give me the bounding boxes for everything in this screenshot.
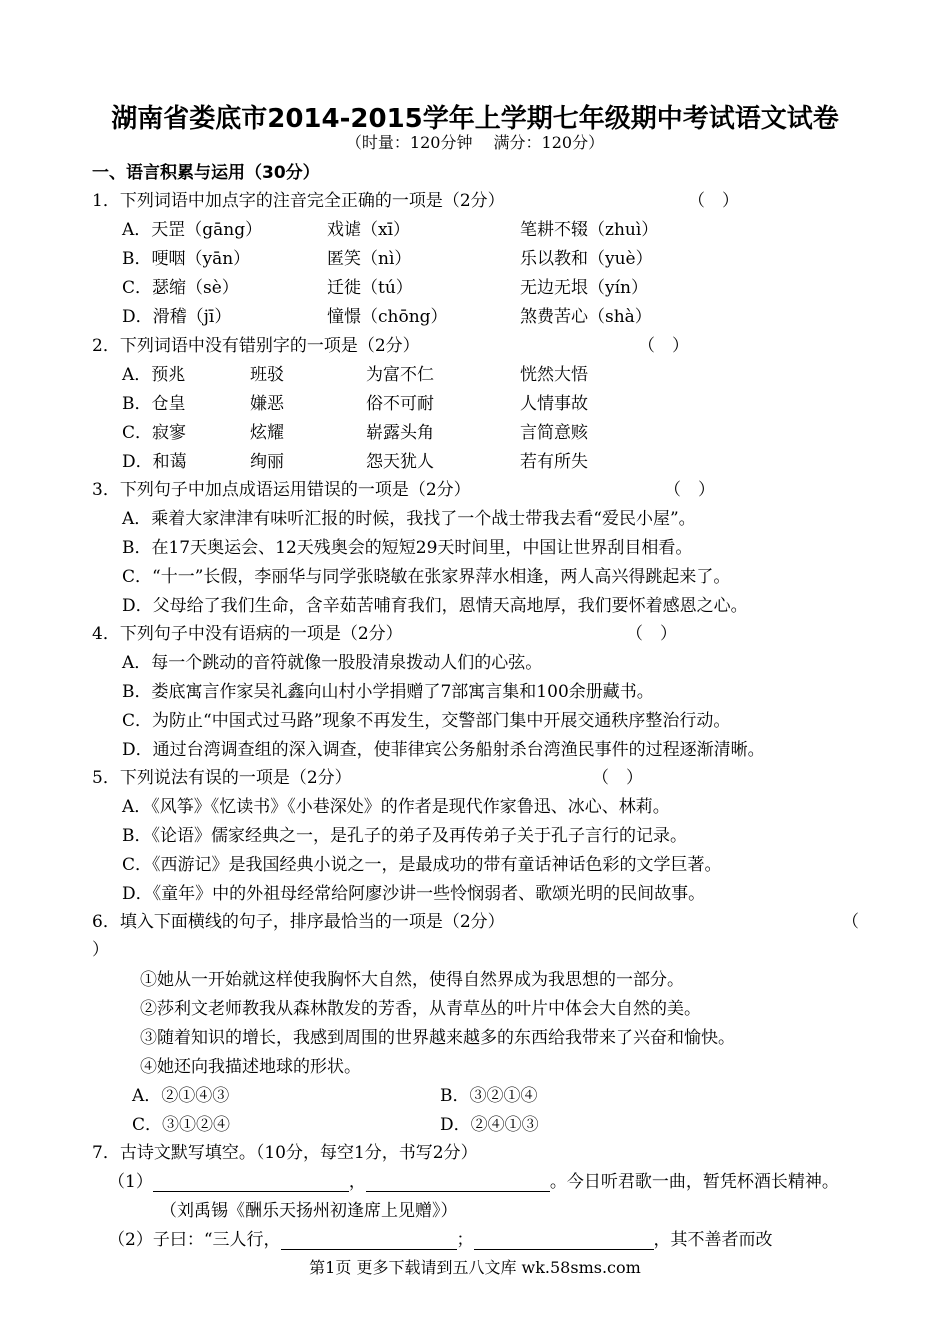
- q1-option-b-2: 匿笑（nì）: [327, 249, 412, 269]
- q5-option-c: C．《西游记》是我国经典小说之一，是最成功的带有童话神话色彩的文学巨著。: [122, 855, 722, 875]
- q2-option-b-2: 嫌恶: [250, 394, 284, 414]
- answer-blank: （ ）: [688, 191, 739, 211]
- question-3-stem: 3．下列句子中加点成语运用错误的一项是（2分）: [92, 480, 471, 500]
- q2-option-d-2: 绚丽: [250, 452, 284, 472]
- q2-option-b-4: 人情事故: [520, 394, 588, 414]
- answer-blank-open: （: [842, 912, 859, 932]
- q2-option-b-3: 俗不可耐: [366, 394, 434, 414]
- q1-option-d-1: D．滑稽（jī）: [122, 307, 232, 327]
- q6-sentence-1: ①她从一开始就这样使我胸怀大自然，使得自然界成为我思想的一部分。: [140, 970, 684, 990]
- q5-option-a: A．《风筝》《忆读书》《小巷深处》的作者是现代作家鲁迅、冰心、林莉。: [122, 797, 670, 817]
- page-title: 湖南省娄底市2014-2015学年上学期七年级期中考试语文试卷: [111, 104, 839, 134]
- fill-blank[interactable]: [153, 1175, 349, 1192]
- q6-option-c: C．③①②④: [132, 1115, 231, 1135]
- q3-option-c: C．“十一”长假，李丽华与同学张晓敏在张家界萍水相逢，两人高兴得跳起来了。: [122, 567, 731, 587]
- q1-option-c-2: 迁徙（tú）: [327, 278, 413, 298]
- q1-option-a-1: A．天罡（gāng）: [122, 220, 263, 240]
- q2-option-c-2: 炫耀: [250, 423, 284, 443]
- q7-item-1-comma: ，: [348, 1172, 366, 1192]
- q7-item-2-rest: ，其不善者而改: [653, 1230, 773, 1250]
- q1-option-b-3: 乐以教和（yuè）: [520, 249, 653, 269]
- q2-option-c-1: C．寂寥: [122, 423, 187, 443]
- q4-option-d: D．通过台湾调查组的深入调查，使菲律宾公务船射杀台湾渔民事件的过程逐渐清晰。: [122, 740, 765, 760]
- q1-option-d-3: 煞费苦心（shà）: [520, 307, 652, 327]
- q6-option-a: A．②①④③: [132, 1086, 230, 1106]
- q1-option-d-2: 憧憬（chōng）: [327, 307, 448, 327]
- page-footer: 第1页 更多下载请到五八文库 wk.58sms.com: [309, 1258, 641, 1277]
- q2-option-a-3: 为富不仁: [366, 365, 434, 385]
- q7-item-2-prefix: （2）子曰：“三人行，: [108, 1230, 281, 1250]
- q3-option-b: B．在17天奥运会、12天残奥会的短短29天时间里，中国让世界刮目相看。: [122, 538, 693, 558]
- q2-option-d-4: 若有所失: [520, 452, 588, 472]
- q2-option-a-4: 恍然大悟: [520, 365, 588, 385]
- q7-item-1: [108, 1167, 839, 1192]
- answer-blank: （ ）: [638, 336, 689, 356]
- q3-option-a: A．乘着大家津津有味听汇报的时候，我找了一个战士带我去看“爱民小屋”。: [122, 509, 696, 529]
- question-1-stem: 1．下列词语中加点字的注音完全正确的一项是（2分）: [92, 191, 505, 211]
- q3-option-d: D．父母给了我们生命，含辛茹苦哺育我们，恩情天高地厚，我们要怀着感恩之心。: [122, 596, 748, 616]
- answer-blank: （ ）: [592, 768, 643, 788]
- q7-item-2-semicolon: ；: [456, 1230, 474, 1250]
- q2-option-a-2: 班驳: [250, 365, 284, 385]
- section-heading: 一、语言积累与运用（30分）: [92, 163, 320, 183]
- answer-blank: （ ）: [664, 480, 715, 500]
- q4-option-c: C．为防止“中国式过马路”现象不再发生，交警部门集中开展交通秩序整治行动。: [122, 711, 731, 731]
- q7-item-1-number: （1）: [108, 1172, 153, 1192]
- fill-blank[interactable]: [474, 1233, 654, 1250]
- q7-item-1-source: （刘禹锡《酬乐天扬州初逢席上见赠》）: [160, 1201, 458, 1221]
- fill-blank[interactable]: [281, 1233, 457, 1250]
- q6-option-b: B．③②①④: [440, 1086, 538, 1106]
- q2-option-d-1: D．和蔼: [122, 452, 187, 472]
- question-7-stem: 7．古诗文默写填空。（10分，每空1分，书写2分）: [92, 1143, 478, 1163]
- q1-option-a-2: 戏谑（xī）: [327, 220, 411, 240]
- q2-option-c-3: 崭露头角: [366, 423, 434, 443]
- q1-option-c-1: C．瑟缩（sè）: [122, 278, 239, 298]
- q7-item-2: [108, 1225, 773, 1250]
- fill-blank[interactable]: [366, 1175, 550, 1192]
- q6-sentence-3: ③随着知识的增长，我感到周围的世界越来越多的东西给我带来了兴奋和愉快。: [140, 1028, 735, 1048]
- q2-option-d-3: 怨天犹人: [366, 452, 434, 472]
- answer-blank-close: ）: [92, 940, 109, 960]
- q6-sentence-4: ④她还向我描述地球的形状。: [140, 1057, 361, 1077]
- q5-option-b: B．《论语》儒家经典之一，是孔子的弟子及再传弟子关于孔子言行的记录。: [122, 826, 687, 846]
- q4-option-a: A．每一个跳动的音符就像一股股清泉拨动人们的心弦。: [122, 653, 543, 673]
- q1-option-b-1: B．哽咽（yān）: [122, 249, 251, 269]
- q5-option-d: D．《童年》中的外祖母经常给阿廖沙讲一些怜悯弱者、歌颂光明的民间故事。: [122, 884, 706, 904]
- question-5-stem: 5．下列说法有误的一项是（2分）: [92, 768, 352, 788]
- q7-item-1-rest: 。今日听君歌一曲，暂凭杯酒长精神。: [549, 1172, 839, 1192]
- q6-option-d: D．②④①③: [440, 1115, 539, 1135]
- question-4-stem: 4．下列句子中没有语病的一项是（2分）: [92, 624, 403, 644]
- q2-option-c-4: 言简意赅: [520, 423, 588, 443]
- q6-sentence-2: ②莎利文老师教我从森林散发的芳香，从青草丛的叶片中体会大自然的美。: [140, 999, 701, 1019]
- question-6-stem: 6．填入下面横线的句子，排序最恰当的一项是（2分）: [92, 912, 505, 932]
- q1-option-c-3: 无边无垠（yín）: [520, 278, 648, 298]
- exam-info: （时量：120分钟 满分：120分）: [345, 133, 605, 152]
- q2-option-a-1: A．预兆: [122, 365, 186, 385]
- question-2-stem: 2．下列词语中没有错别字的一项是（2分）: [92, 336, 420, 356]
- q4-option-b: B．娄底寓言作家吴礼鑫向山村小学捐赠了7部寓言集和100余册藏书。: [122, 682, 654, 702]
- answer-blank: （ ）: [626, 624, 677, 644]
- q2-option-b-1: B．仓皇: [122, 394, 186, 414]
- q1-option-a-3: 笔耕不辍（zhuì）: [520, 220, 659, 240]
